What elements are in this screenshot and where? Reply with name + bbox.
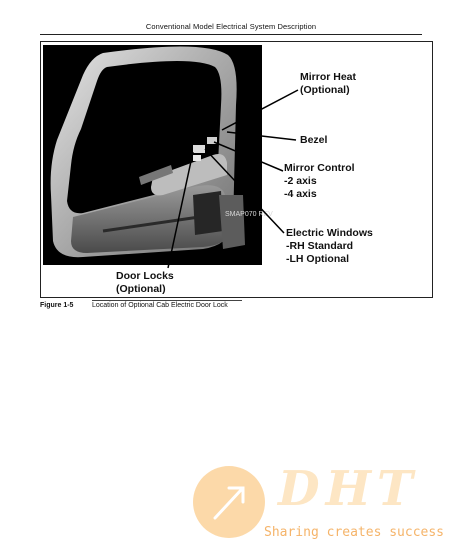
- callout-mirror-heat: [300, 71, 356, 97]
- watermark-logo: DHT: [278, 461, 419, 517]
- watermark: [190, 461, 462, 546]
- page-header-title: Conventional Model Electrical System Description: [145, 22, 317, 31]
- watermark-tagline: Sharing creates success: [264, 525, 445, 540]
- callout-electric-windows-line-3: -LH Optional: [286, 253, 349, 265]
- callout-electric-windows-line-2: -RH Standard: [286, 240, 354, 252]
- caption-rule: [92, 300, 242, 301]
- callout-door-locks: [116, 270, 174, 296]
- callout-bezel: [300, 134, 327, 147]
- door-panel-photo: [43, 45, 273, 265]
- callout-mirror-control-line-2: -2 axis: [284, 175, 317, 187]
- callout-door-locks-line-2: (Optional): [116, 283, 166, 295]
- callout-bezel-line-1: Bezel: [300, 134, 328, 146]
- callout-electric-windows: [286, 227, 373, 266]
- header-rule: [40, 34, 422, 35]
- callout-mirror-heat-line-2: (Optional): [300, 84, 350, 96]
- photo-stamp: SMAP070 REV: [225, 211, 273, 218]
- callout-electric-windows-line-1: Electric Windows: [286, 227, 373, 239]
- callout-door-locks-line-1: Door Locks: [116, 270, 174, 282]
- figure-caption: Location of Optional Cab Electric Door Lock: [92, 302, 228, 309]
- watermark-arrow-icon: [193, 466, 265, 538]
- callout-mirror-control: [284, 162, 355, 201]
- callout-mirror-control-line-1: Mirror Control: [284, 162, 355, 174]
- callout-mirror-heat-line-1: Mirror Heat: [300, 71, 357, 83]
- callout-mirror-control-line-3: -4 axis: [284, 188, 317, 200]
- figure-number: Figure 1-5: [40, 302, 74, 309]
